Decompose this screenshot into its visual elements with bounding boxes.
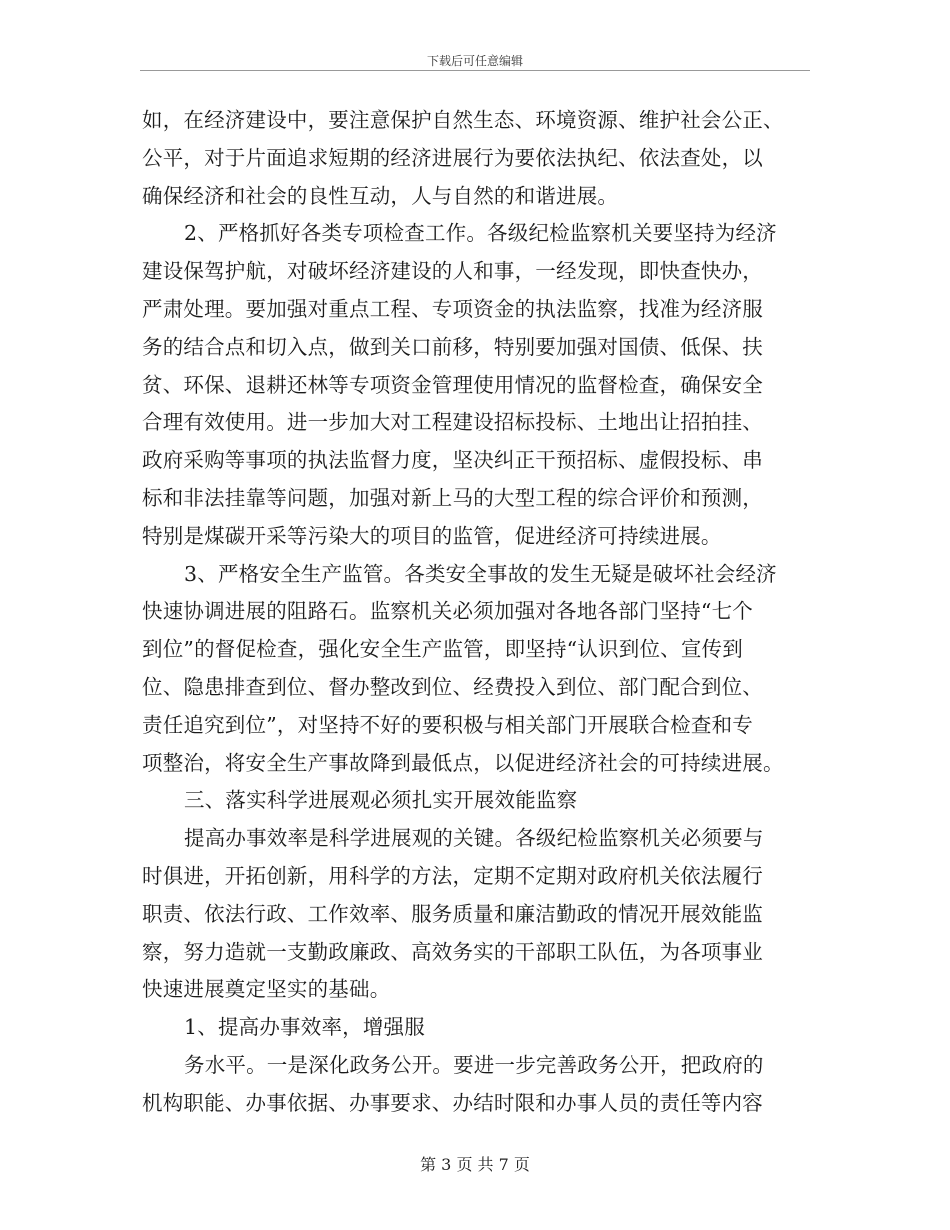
paragraph-start-line: 务水平。一是深化政务公开。要进一步完善政务公开，把政府的 — [184, 1052, 764, 1077]
text-line: 职责、依法行政、工作效率、服务质量和廉洁勤政的情况开展效能监 — [142, 901, 763, 926]
text-line: 察，努力造就一支勤政廉政、高效务实的干部职工队伍，为各项事业 — [142, 939, 763, 964]
text-line: 特别是煤碳开采等污染大的项目的监管，促进经济可持续进展。 — [142, 523, 722, 548]
text-line: 时俱进，开拓创新，用科学的方法，定期不定期对政府机关依法履行 — [142, 863, 763, 888]
text-line: 快速进展奠定坚实的基础。 — [142, 977, 391, 1002]
text-line: 严肃处理。要加强对重点工程、专项资金的执法监察，找准为经济服 — [142, 296, 763, 321]
section-heading: 三、落实科学进展观必须扎实开展效能监察 — [184, 788, 578, 813]
text-line: 务的结合点和切入点，做到关口前移，特别要加强对国债、低保、扶 — [142, 334, 763, 359]
header-divider — [140, 70, 810, 71]
text-line: 建设保驾护航，对破坏经济建设的人和事，一经发现，即快查快办， — [142, 259, 763, 284]
text-line: 确保经济和社会的良性互动，人与自然的和谐进展。 — [142, 183, 619, 208]
page-number-footer: 第 3 页 共 7 页 — [420, 1155, 530, 1174]
text-line: 公平，对于片面追求短期的经济进展行为要依法执纪、依法查处，以 — [142, 145, 763, 170]
page-header: 下载后可任意编辑 — [426, 54, 523, 68]
text-line: 标和非法挂靠等问题，加强对新上马的大型工程的综合评价和预测， — [142, 485, 763, 510]
text-line: 位、隐患排查到位、督办整改到位、经费投入到位、部门配合到位、 — [142, 674, 763, 699]
paragraph-start-line: 提高办事效率是科学进展观的关键。各级纪检监察机关必须要与 — [184, 826, 764, 851]
text-line: 项整治，将安全生产事故降到最低点，以促进经济社会的可持续进展。 — [142, 750, 784, 775]
text-line: 机构职能、办事依据、办事要求、办结时限和办事人员的责任等内容 — [142, 1090, 763, 1115]
text-line: 快速协调进展的阻路石。监察机关必须加强对各地各部门坚持“七个 — [142, 599, 753, 624]
text-line: 如，在经济建设中，要注意保护自然生态、环境资源、维护社会公正、 — [142, 108, 784, 132]
document-body — [142, 102, 810, 1123]
text-line: 合理有效使用。进一步加大对工程建设招标投标、土地出让招拍挂、 — [142, 410, 763, 435]
paragraph-start-line: 3、严格安全生产监管。各类安全事故的发生无疑是破坏社会经济 — [184, 561, 777, 586]
paragraph-start-line: 1、提高办事效率，增强服 — [184, 1015, 425, 1040]
paragraph-start-line: 2、严格抓好各类专项检查工作。各级纪检监察机关要坚持为经济 — [184, 221, 777, 246]
text-line: 贫、环保、退耕还林等专项资金管理使用情况的监督检查，确保安全 — [142, 372, 763, 397]
text-line: 责任追究到位”，对坚持不好的要积极与相关部门开展联合检查和专 — [142, 712, 753, 737]
text-line: 到位”的督促检查，强化安全生产监管，即坚持“认识到位、宣传到 — [142, 637, 743, 662]
text-line: 政府采购等事项的执法监督力度，坚决纠正干预招标、虚假投标、串 — [142, 448, 763, 473]
